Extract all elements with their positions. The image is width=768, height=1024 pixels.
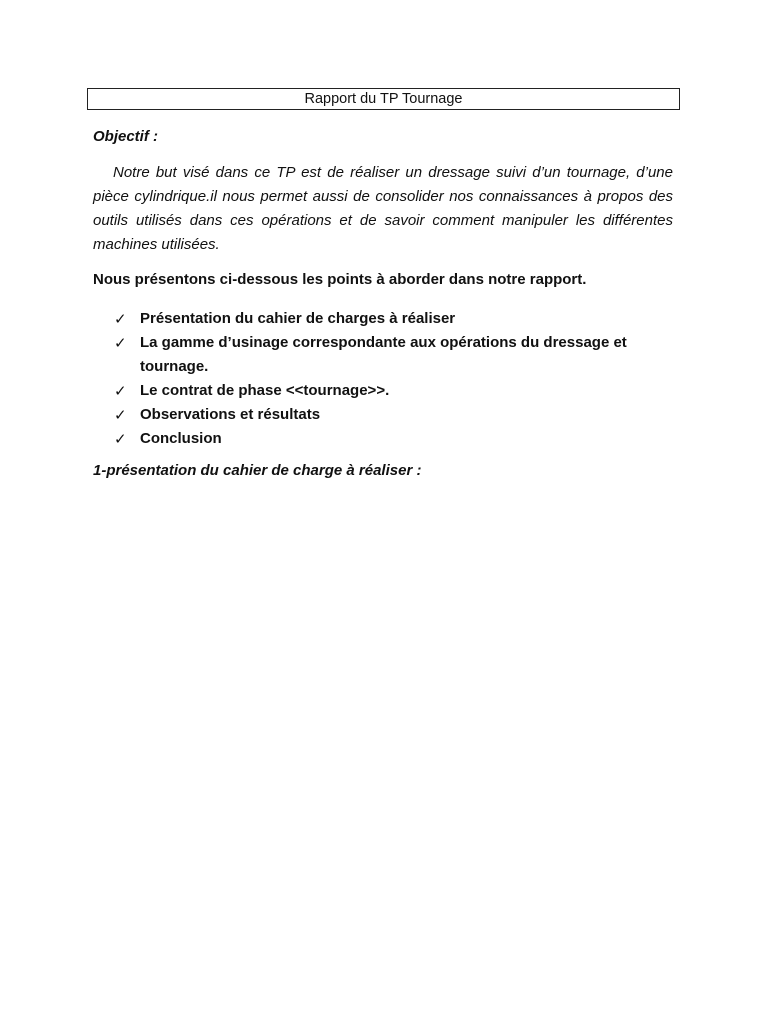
checklist	[114, 307, 654, 451]
section1-heading: 1-présentation du cahier de charge à réaliser :	[93, 462, 422, 479]
checklist-item-text: Présentation du cahier de charges à réaliser	[140, 310, 456, 327]
checklist-item-text: Le contrat de phase <<tournage>>.	[140, 382, 390, 399]
objective-paragraph: Notre but visé dans ce TP est de réaliser un dressage suivi d’un tournage, d’une pièce cylindrique.il nous permet aussi de consolider nos connaissances à propos des outils utilisés dans ces opérations et de savoir comment manipuler les différentes machines utilisées.	[93, 164, 673, 253]
checkmark-icon: ✓	[114, 406, 127, 424]
objective-heading: Objectif :	[93, 128, 159, 145]
checkmark-icon: ✓	[114, 382, 127, 400]
checklist-item	[114, 403, 654, 427]
checklist-item	[114, 379, 654, 403]
checklist-item	[114, 331, 654, 379]
checklist-item-text: La gamme d’usinage correspondante aux opérations du dressage et tournage.	[140, 334, 627, 375]
document-title-box	[87, 88, 680, 110]
document-title: Rapport du TP Tournage	[304, 90, 463, 107]
checklist-item	[114, 307, 654, 331]
checkmark-icon: ✓	[114, 334, 127, 352]
checklist-item-text: Conclusion	[140, 430, 222, 447]
checkmark-icon: ✓	[114, 430, 127, 448]
intro-line: Nous présentons ci-dessous les points à aborder dans notre rapport.	[93, 271, 587, 288]
checklist-item-text: Observations et résultats	[140, 406, 321, 423]
checklist-item	[114, 427, 654, 451]
checkmark-icon: ✓	[114, 310, 127, 328]
